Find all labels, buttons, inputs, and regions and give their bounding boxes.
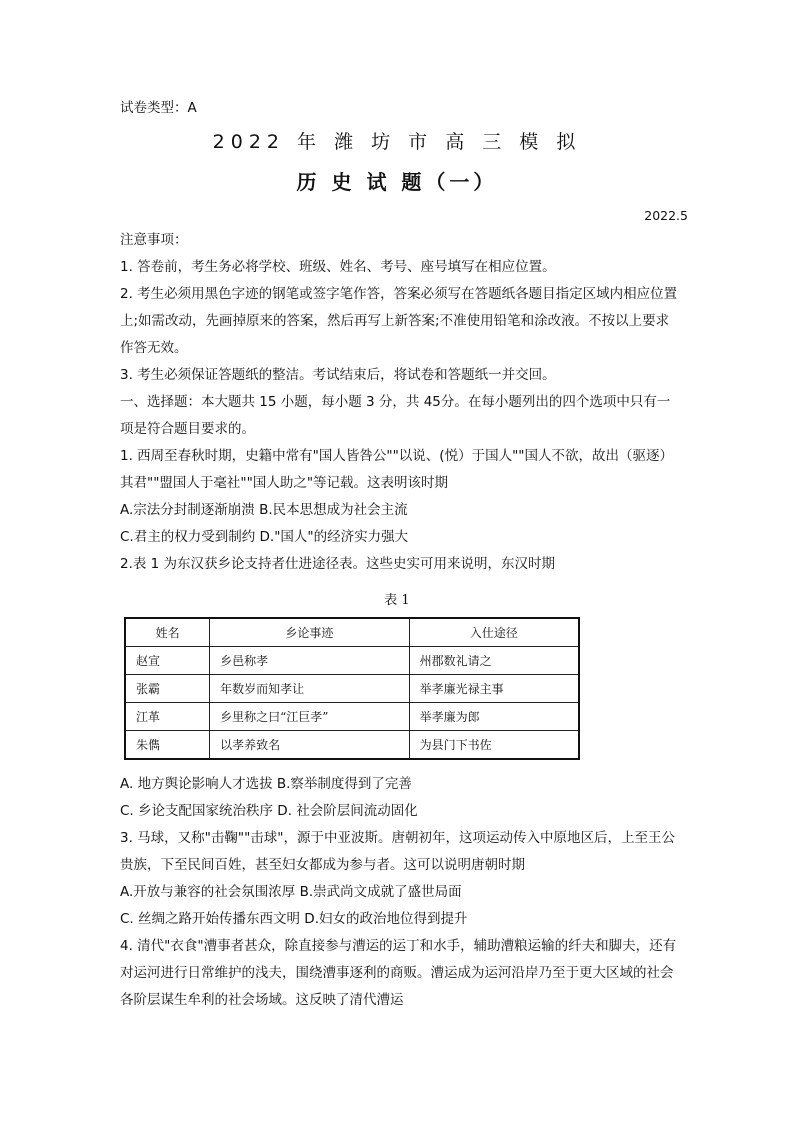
exam-subject-title: 历 史 试 题（一） [296, 170, 498, 194]
table-row [125, 675, 579, 703]
table-header-row [125, 618, 579, 647]
question-3-options-cd: C. 丝绸之路开始传播东西文明 D.妇女的政治地位得到提升 [120, 911, 468, 927]
paper-type-label: 试卷类型：A [120, 100, 197, 116]
table-header-cell: 姓名 [125, 618, 210, 647]
table-header-cell: 乡论事迹 [210, 618, 409, 647]
table-row [125, 731, 579, 760]
table-cell: 江革 [125, 703, 210, 731]
question-4-stem: 4. 清代"衣食"漕事者甚众，除直接参与漕运的运丁和水手，辅助漕粮运输的纤夫和脚夫，还有对运河进行日常维护的浅夫，围绕漕事逐利的商贩。漕运成为运河沿岸乃至于更大区域的社会各阶层谋生牟利的社会场域。这反映了清代漕运 [120, 938, 677, 1008]
exam-title: 2022 年 潍 坊 市 高 三 模 拟 [212, 131, 582, 153]
table-row [125, 647, 579, 675]
question-2-options-cd: C. 乡论支配国家统治秩序 D. 社会阶层间流动固化 [120, 803, 418, 819]
table-cell: 为县门下书佐 [409, 731, 579, 760]
exam-date: 2022.5 [644, 208, 688, 223]
table-row [125, 703, 579, 731]
table-cell: 年数岁而知孝让 [210, 675, 409, 703]
table-cell: 以孝养致名 [210, 731, 409, 760]
table-cell: 张霸 [125, 675, 210, 703]
table-cell: 州郡数礼请之 [409, 647, 579, 675]
question-3-options-ab: A.开放与兼容的社会氛围浓厚 B.崇武尚文成就了盛世局面 [120, 884, 462, 900]
note-item: 2. 考生必须用黑色字迹的钢笔或签字笔作答，答案必须写在答题纸各题目指定区域内相应位置上;如需改动，先画掉原来的答案，然后再写上新答案;不准使用铅笔和涂改液。不按以上要求作答无效。 [120, 286, 678, 356]
section-intro: 一、选择题：本大题共 15 小题，每小题 3 分，共 45分。在每小题列出的四个选项中只有一项是符合题目要求的。 [120, 394, 671, 437]
questions-2-to-4 [120, 771, 680, 1014]
question-2-stem: 2.表 1 为东汉获乡论支持者仕进途径表。这些史实可用来说明，东汉时期 [120, 556, 556, 572]
table-cell: 朱儁 [125, 731, 210, 760]
table-caption: 表 1 [384, 593, 410, 608]
question-2-options-ab: A. 地方舆论影响人才选拔 B.察举制度得到了完善 [120, 776, 412, 792]
note-item: 1. 答卷前，考生务必将学校、班级、姓名、考号、座号填写在相应位置。 [120, 259, 556, 275]
question-1-options-cd: C.君主的权力受到制约 D."国人"的经济实力强大 [120, 529, 409, 545]
question-1-options-ab: A.宗法分封制逐渐崩溃 B.民本思想成为社会主流 [120, 502, 408, 518]
table-header-cell: 入仕途径 [409, 618, 579, 647]
table-cell: 赵宣 [125, 647, 210, 675]
table-cell: 举孝廉光禄主事 [409, 675, 579, 703]
question-1-stem: 1. 西周至春秋时期，史籍中常有"国人皆咎公""以说、(悦）于国人""国人不欲，故出（驱逐）其君""盟国人于毫社""国人助之"等记载。这表明该时期 [120, 448, 673, 491]
question-3-stem: 3. 马球，又称"击鞠""击球"，源于中亚波斯。唐朝初年，这项运动传入中原地区后，上至王公贵族，下至民间百姓，甚至妇女都成为参与者。这可以说明唐朝时期 [120, 830, 676, 873]
table-cell: 乡邑称孝 [210, 647, 409, 675]
table-cell: 乡里称之曰“江巨孝” [210, 703, 409, 731]
table-cell: 举孝廉为郎 [409, 703, 579, 731]
question-2-table [124, 617, 580, 760]
note-item: 3. 考生必须保证答题纸的整洁。考试结束后，将试卷和答题纸一并交回。 [120, 367, 556, 383]
notes-section [120, 227, 680, 578]
notes-heading: 注意事项： [120, 232, 188, 248]
